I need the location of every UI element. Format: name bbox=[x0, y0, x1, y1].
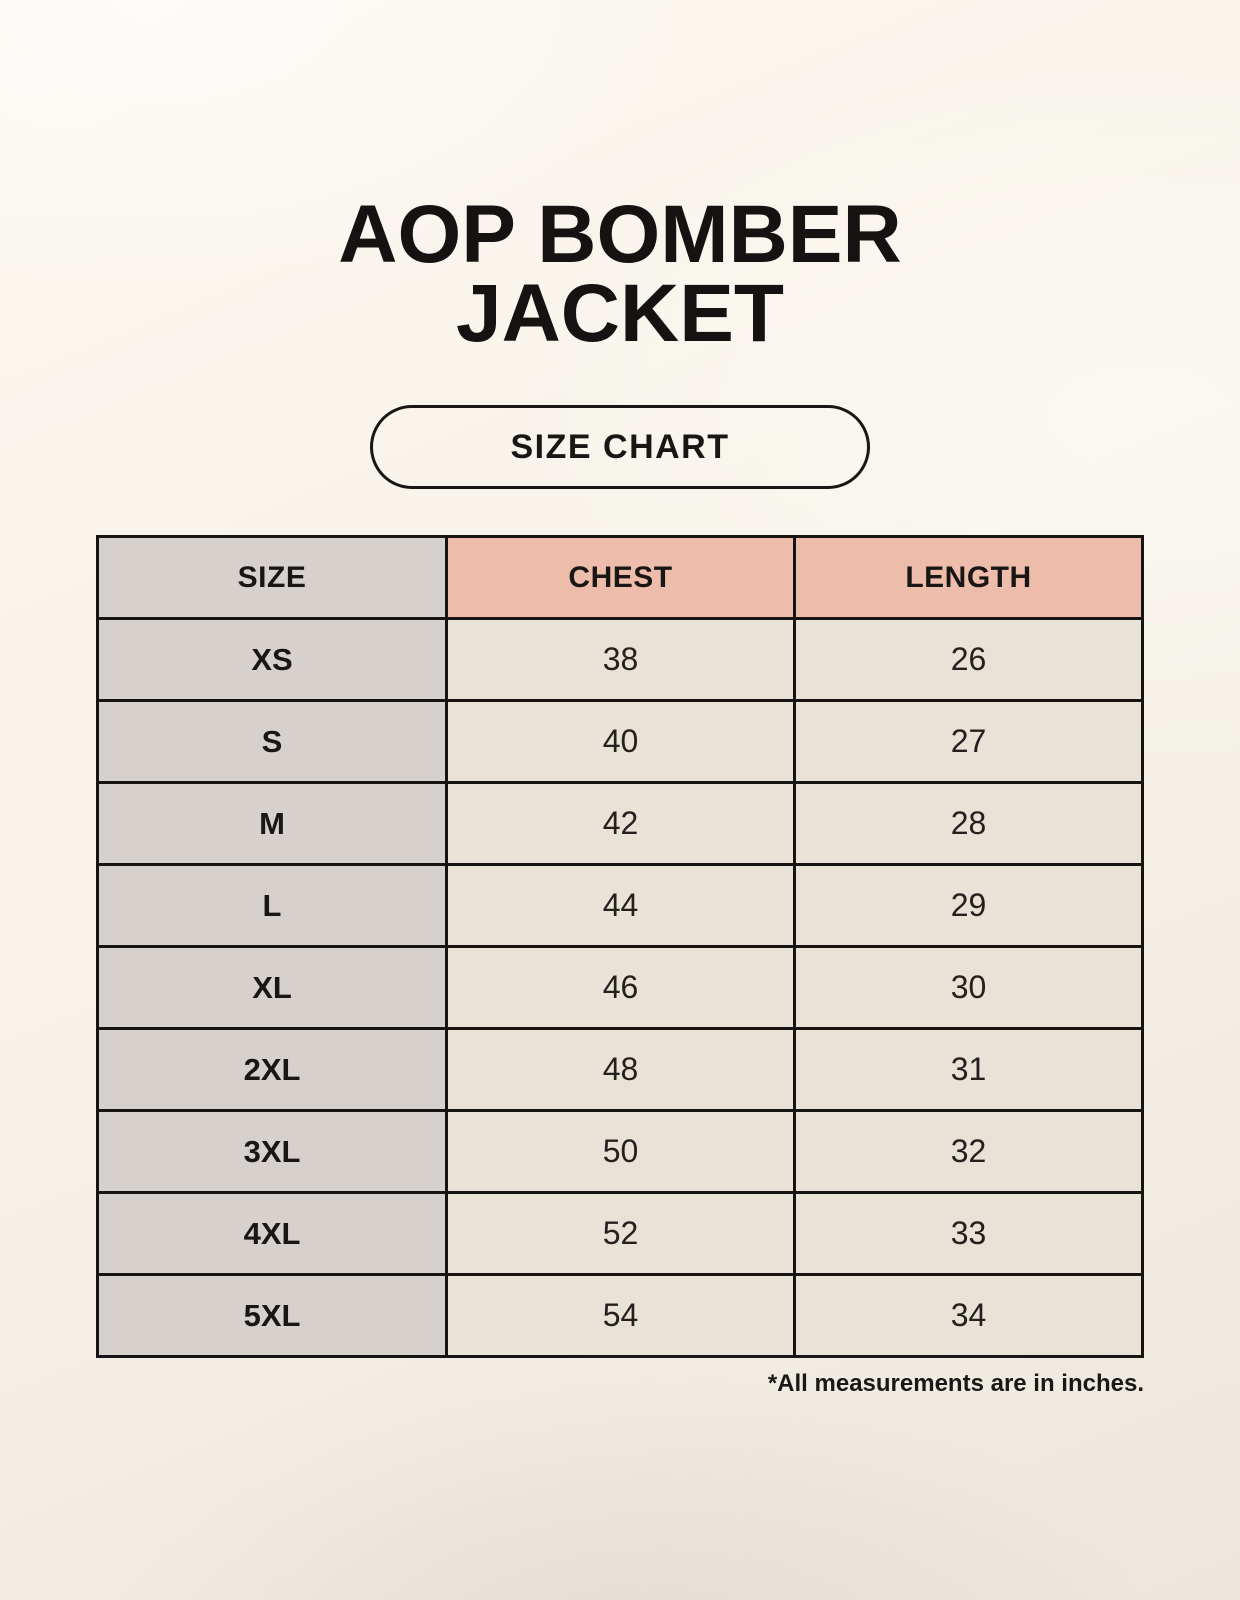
length-value: 29 bbox=[795, 865, 1143, 947]
size-cell: 3XL bbox=[98, 1111, 447, 1193]
chest-value: 40 bbox=[447, 701, 795, 783]
size-table bbox=[96, 535, 1144, 1358]
chest-value: 54 bbox=[447, 1275, 795, 1357]
measurements-footnote: *All measurements are in inches. bbox=[767, 1370, 1144, 1398]
size-cell: 5XL bbox=[98, 1275, 447, 1357]
chest-value: 38 bbox=[447, 619, 795, 701]
size-chart-badge: SIZE CHART bbox=[370, 405, 870, 489]
chest-value: 48 bbox=[447, 1029, 795, 1111]
column-header-length: LENGTH bbox=[795, 537, 1143, 619]
table-row bbox=[98, 783, 1143, 865]
chest-value: 46 bbox=[447, 947, 795, 1029]
table-row bbox=[98, 1275, 1143, 1357]
length-value: 30 bbox=[795, 947, 1143, 1029]
chest-value: 42 bbox=[447, 783, 795, 865]
chest-value: 50 bbox=[447, 1111, 795, 1193]
size-cell: S bbox=[98, 701, 447, 783]
page-title-line-2: JACKET bbox=[455, 267, 785, 359]
column-header-size: SIZE bbox=[98, 537, 447, 619]
column-header-chest: CHEST bbox=[447, 537, 795, 619]
size-cell: 2XL bbox=[98, 1029, 447, 1111]
length-value: 27 bbox=[795, 701, 1143, 783]
table-row bbox=[98, 865, 1143, 947]
table-row bbox=[98, 619, 1143, 701]
chest-value: 44 bbox=[447, 865, 795, 947]
page-title-line-1: AOP BOMBER bbox=[338, 189, 902, 280]
length-value: 28 bbox=[795, 783, 1143, 865]
size-cell: M bbox=[98, 783, 447, 865]
length-value: 32 bbox=[795, 1111, 1143, 1193]
length-value: 33 bbox=[795, 1193, 1143, 1275]
page-title bbox=[0, 189, 1240, 359]
table-row bbox=[98, 1029, 1143, 1111]
table-row bbox=[98, 1193, 1143, 1275]
size-cell: 4XL bbox=[98, 1193, 447, 1275]
size-cell: XL bbox=[98, 947, 447, 1029]
table-row bbox=[98, 701, 1143, 783]
table-row bbox=[98, 1111, 1143, 1193]
header-row bbox=[98, 537, 1143, 619]
size-cell: L bbox=[98, 865, 447, 947]
length-value: 34 bbox=[795, 1275, 1143, 1357]
length-value: 26 bbox=[795, 619, 1143, 701]
table-row bbox=[98, 947, 1143, 1029]
chest-value: 52 bbox=[447, 1193, 795, 1275]
length-value: 31 bbox=[795, 1029, 1143, 1111]
size-cell: XS bbox=[98, 619, 447, 701]
badge-container bbox=[0, 405, 1240, 489]
